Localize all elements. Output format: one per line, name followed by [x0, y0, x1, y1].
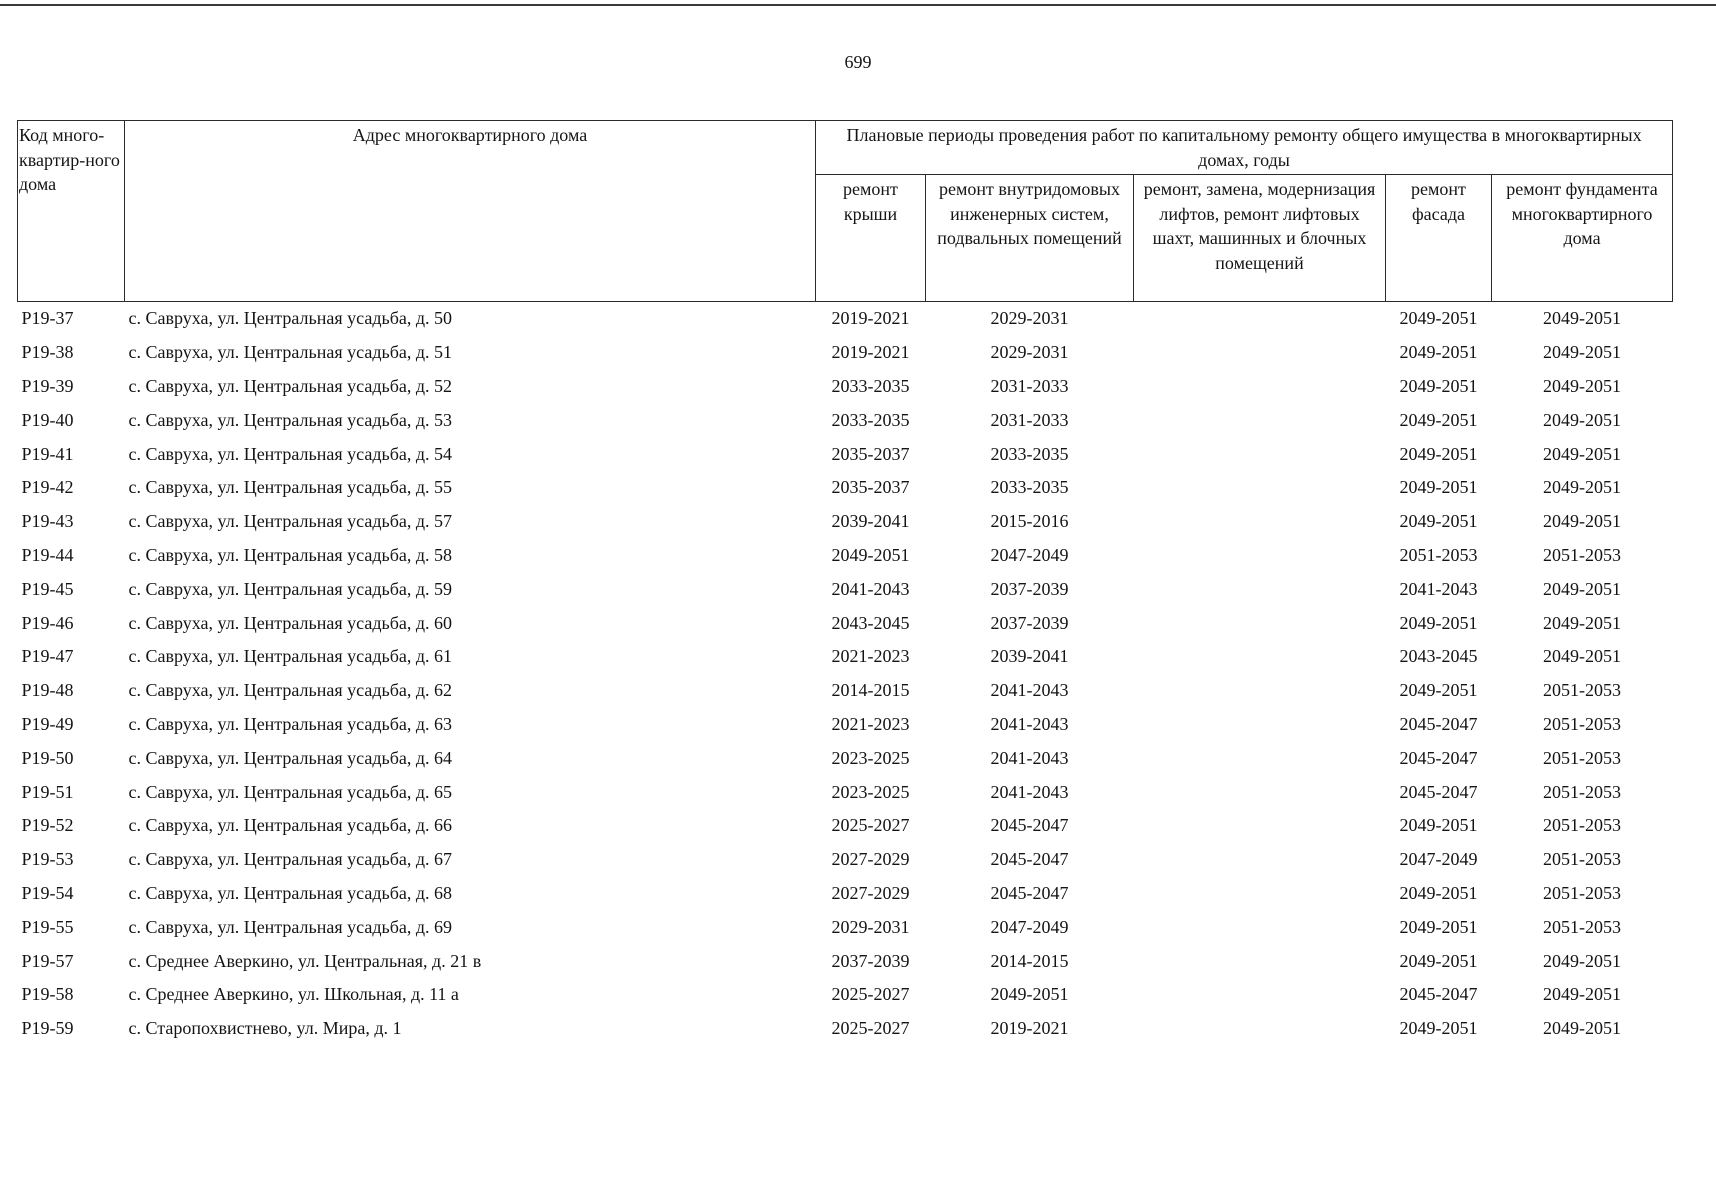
roof-repair-period: 2019-2021 — [831, 308, 910, 329]
roof-repair-period: 2019-2021 — [831, 342, 910, 363]
header-engineering: ремонт внутридомовых инженерных систем, подвальных помещений — [926, 175, 1134, 302]
house-address: с. Савруха, ул. Центральная усадьба, д. 54 — [128, 443, 453, 464]
foundation-repair-period: 2049-2051 — [1543, 342, 1622, 363]
table-row — [18, 809, 1673, 843]
facade-repair-period: 2045-2047 — [1399, 713, 1478, 734]
engineering-repair-period: 2037-2039 — [990, 578, 1069, 599]
facade-repair-period: 2045-2047 — [1399, 747, 1478, 768]
lift-repair-period — [1134, 336, 1386, 370]
engineering-repair-period: 2039-2041 — [990, 646, 1069, 667]
engineering-repair-period: 2041-2043 — [990, 747, 1069, 768]
engineering-repair-period: 2045-2047 — [990, 815, 1069, 836]
engineering-repair-period: 2041-2043 — [990, 713, 1069, 734]
facade-repair-period: 2049-2051 — [1399, 882, 1478, 903]
table-row — [18, 505, 1673, 539]
foundation-repair-period: 2051-2053 — [1543, 781, 1622, 802]
lift-repair-period — [1134, 1012, 1386, 1046]
table-row — [18, 572, 1673, 606]
foundation-repair-period: 2049-2051 — [1543, 477, 1622, 498]
house-code: Р19-50 — [21, 747, 74, 768]
foundation-repair-period: 2049-2051 — [1543, 612, 1622, 633]
engineering-repair-period: 2033-2035 — [990, 443, 1069, 464]
facade-repair-period: 2049-2051 — [1399, 916, 1478, 937]
page-number: 699 — [844, 52, 872, 72]
table-header — [18, 121, 1673, 302]
foundation-repair-period: 2049-2051 — [1543, 578, 1622, 599]
foundation-repair-period: 2049-2051 — [1543, 409, 1622, 430]
roof-repair-period: 2035-2037 — [831, 443, 910, 464]
foundation-repair-period: 2051-2053 — [1543, 815, 1622, 836]
facade-repair-period: 2051-2053 — [1399, 544, 1478, 565]
table-row — [18, 370, 1673, 404]
lift-repair-period — [1134, 978, 1386, 1012]
facade-repair-period: 2047-2049 — [1399, 849, 1478, 870]
table-row — [18, 843, 1673, 877]
facade-repair-period: 2049-2051 — [1399, 342, 1478, 363]
table-row — [18, 539, 1673, 573]
roof-repair-period: 2023-2025 — [831, 747, 910, 768]
engineering-repair-period: 2019-2021 — [990, 1018, 1069, 1039]
house-code: Р19-52 — [21, 815, 74, 836]
engineering-repair-period: 2045-2047 — [990, 849, 1069, 870]
foundation-repair-period: 2051-2053 — [1543, 747, 1622, 768]
roof-repair-period: 2025-2027 — [831, 815, 910, 836]
house-address: с. Савруха, ул. Центральная усадьба, д. 52 — [128, 375, 453, 396]
lift-repair-period — [1134, 809, 1386, 843]
house-code: Р19-57 — [21, 950, 74, 971]
house-code: Р19-49 — [21, 713, 74, 734]
roof-repair-period: 2043-2045 — [831, 612, 910, 633]
roof-repair-period: 2023-2025 — [831, 781, 910, 802]
table-row — [18, 471, 1673, 505]
engineering-repair-period: 2041-2043 — [990, 680, 1069, 701]
lift-repair-period — [1134, 403, 1386, 437]
facade-repair-period: 2049-2051 — [1399, 612, 1478, 633]
roof-repair-period: 2035-2037 — [831, 477, 910, 498]
lift-repair-period — [1134, 572, 1386, 606]
house-address: с. Савруха, ул. Центральная усадьба, д. 69 — [128, 916, 453, 937]
roof-repair-period: 2033-2035 — [831, 375, 910, 396]
house-address: с. Среднее Аверкино, ул. Школьная, д. 11 а — [128, 984, 459, 1005]
lift-repair-period — [1134, 505, 1386, 539]
roof-repair-period: 2025-2027 — [831, 984, 910, 1005]
house-address: с. Савруха, ул. Центральная усадьба, д. 51 — [128, 342, 453, 363]
house-address: с. Савруха, ул. Центральная усадьба, д. 66 — [128, 815, 453, 836]
roof-repair-period: 2014-2015 — [831, 680, 910, 701]
foundation-repair-period: 2049-2051 — [1543, 443, 1622, 464]
table-row — [18, 437, 1673, 471]
house-address: с. Среднее Аверкино, ул. Центральная, д. 21 в — [128, 950, 482, 971]
engineering-repair-period: 2037-2039 — [990, 612, 1069, 633]
house-code: Р19-47 — [21, 646, 74, 667]
house-address: с. Савруха, ул. Центральная усадьба, д. 58 — [128, 544, 453, 565]
roof-repair-period: 2021-2023 — [831, 646, 910, 667]
engineering-repair-period: 2031-2033 — [990, 375, 1069, 396]
roof-repair-period: 2033-2035 — [831, 409, 910, 430]
roof-repair-period: 2029-2031 — [831, 916, 910, 937]
table-row — [18, 910, 1673, 944]
house-code: Р19-44 — [21, 544, 74, 565]
house-code: Р19-54 — [21, 882, 74, 903]
foundation-repair-period: 2049-2051 — [1543, 1018, 1622, 1039]
engineering-repair-period: 2041-2043 — [990, 781, 1069, 802]
lift-repair-period — [1134, 708, 1386, 742]
header-address: Адрес многоквартирного дома — [125, 121, 816, 302]
house-code: Р19-58 — [21, 984, 74, 1005]
table-row — [18, 302, 1673, 336]
house-address: с. Савруха, ул. Центральная усадьба, д. 65 — [128, 781, 453, 802]
table-row — [18, 336, 1673, 370]
foundation-repair-period: 2049-2051 — [1543, 308, 1622, 329]
foundation-repair-period: 2051-2053 — [1543, 544, 1622, 565]
foundation-repair-period: 2049-2051 — [1543, 646, 1622, 667]
house-address: с. Савруха, ул. Центральная усадьба, д. 64 — [128, 747, 453, 768]
header-planned-periods: Плановые периоды проведения работ по капитальному ремонту общего имущества в многоквартирных домах, годы — [816, 121, 1673, 175]
lift-repair-period — [1134, 539, 1386, 573]
engineering-repair-period: 2031-2033 — [990, 409, 1069, 430]
roof-repair-period: 2039-2041 — [831, 511, 910, 532]
facade-repair-period: 2043-2045 — [1399, 646, 1478, 667]
foundation-repair-period: 2049-2051 — [1543, 950, 1622, 971]
table-row — [18, 978, 1673, 1012]
house-address: с. Савруха, ул. Центральная усадьба, д. 61 — [128, 646, 453, 667]
facade-repair-period: 2049-2051 — [1399, 308, 1478, 329]
lift-repair-period — [1134, 640, 1386, 674]
lift-repair-period — [1134, 910, 1386, 944]
table-row — [18, 1012, 1673, 1046]
roof-repair-period: 2049-2051 — [831, 544, 910, 565]
house-address: с. Савруха, ул. Центральная усадьба, д. 62 — [128, 680, 453, 701]
table-body — [18, 302, 1673, 1046]
foundation-repair-period: 2051-2053 — [1543, 849, 1622, 870]
lift-repair-period — [1134, 944, 1386, 978]
lift-repair-period — [1134, 877, 1386, 911]
foundation-repair-period: 2051-2053 — [1543, 882, 1622, 903]
header-lifts: ремонт, замена, модернизация лифтов, ремонт лифтовых шахт, машинных и блочных помещений — [1134, 175, 1386, 302]
foundation-repair-period: 2049-2051 — [1543, 984, 1622, 1005]
house-code: Р19-42 — [21, 477, 74, 498]
foundation-repair-period: 2049-2051 — [1543, 375, 1622, 396]
engineering-repair-period: 2029-2031 — [990, 342, 1069, 363]
engineering-repair-period: 2047-2049 — [990, 916, 1069, 937]
lift-repair-period — [1134, 843, 1386, 877]
house-code: Р19-39 — [21, 375, 74, 396]
lift-repair-period — [1134, 302, 1386, 336]
foundation-repair-period: 2049-2051 — [1543, 511, 1622, 532]
table-row — [18, 708, 1673, 742]
foundation-repair-period: 2051-2053 — [1543, 680, 1622, 701]
table-row — [18, 403, 1673, 437]
lift-repair-period — [1134, 741, 1386, 775]
facade-repair-period: 2049-2051 — [1399, 680, 1478, 701]
facade-repair-period: 2049-2051 — [1399, 1018, 1478, 1039]
house-address: с. Савруха, ул. Центральная усадьба, д. 57 — [128, 511, 453, 532]
engineering-repair-period: 2047-2049 — [990, 544, 1069, 565]
engineering-repair-period: 2015-2016 — [990, 511, 1069, 532]
facade-repair-period: 2049-2051 — [1399, 477, 1478, 498]
lift-repair-period — [1134, 370, 1386, 404]
header-roof: ремонт крыши — [816, 175, 926, 302]
header-foundation: ремонт фундамента многоквартирного дома — [1492, 175, 1673, 302]
house-code: Р19-40 — [21, 409, 74, 430]
house-address: с. Старопохвистнево, ул. Мира, д. 1 — [128, 1018, 402, 1039]
engineering-repair-period: 2029-2031 — [990, 308, 1069, 329]
lift-repair-period — [1134, 674, 1386, 708]
top-rule — [0, 4, 1716, 6]
facade-repair-period: 2049-2051 — [1399, 815, 1478, 836]
roof-repair-period: 2027-2029 — [831, 849, 910, 870]
table-row — [18, 877, 1673, 911]
house-code: Р19-46 — [21, 612, 74, 633]
table-row — [18, 775, 1673, 809]
engineering-repair-period: 2049-2051 — [990, 984, 1069, 1005]
facade-repair-period: 2049-2051 — [1399, 950, 1478, 971]
table-row — [18, 741, 1673, 775]
house-address: с. Савруха, ул. Центральная усадьба, д. 67 — [128, 849, 453, 870]
house-address: с. Савруха, ул. Центральная усадьба, д. 59 — [128, 578, 453, 599]
facade-repair-period: 2049-2051 — [1399, 443, 1478, 464]
facade-repair-period: 2045-2047 — [1399, 781, 1478, 802]
roof-repair-period: 2025-2027 — [831, 1018, 910, 1039]
facade-repair-period: 2049-2051 — [1399, 375, 1478, 396]
house-address: с. Савруха, ул. Центральная усадьба, д. 50 — [128, 308, 453, 329]
header-code: Код много-квартир-ного дома — [18, 121, 125, 302]
house-code: Р19-59 — [21, 1018, 74, 1039]
repair-schedule-table — [17, 120, 1673, 1046]
header-facade: ремонт фасада — [1386, 175, 1492, 302]
house-address: с. Савруха, ул. Центральная усадьба, д. 53 — [128, 409, 453, 430]
roof-repair-period: 2037-2039 — [831, 950, 910, 971]
foundation-repair-period: 2051-2053 — [1543, 713, 1622, 734]
foundation-repair-period: 2051-2053 — [1543, 916, 1622, 937]
facade-repair-period: 2049-2051 — [1399, 511, 1478, 532]
house-address: с. Савруха, ул. Центральная усадьба, д. 68 — [128, 882, 453, 903]
table-row — [18, 640, 1673, 674]
facade-repair-period: 2049-2051 — [1399, 409, 1478, 430]
house-address: с. Савруха, ул. Центральная усадьба, д. 55 — [128, 477, 453, 498]
house-code: Р19-53 — [21, 849, 74, 870]
table-row — [18, 944, 1673, 978]
table-row — [18, 674, 1673, 708]
house-code: Р19-51 — [21, 781, 74, 802]
house-code: Р19-43 — [21, 511, 74, 532]
house-code: Р19-48 — [21, 680, 74, 701]
roof-repair-period: 2041-2043 — [831, 578, 910, 599]
house-code: Р19-37 — [21, 308, 74, 329]
house-code: Р19-41 — [21, 443, 74, 464]
house-code: Р19-45 — [21, 578, 74, 599]
engineering-repair-period: 2014-2015 — [990, 950, 1069, 971]
roof-repair-period: 2027-2029 — [831, 882, 910, 903]
house-code: Р19-38 — [21, 342, 74, 363]
house-code: Р19-55 — [21, 916, 74, 937]
facade-repair-period: 2041-2043 — [1399, 578, 1478, 599]
house-address: с. Савруха, ул. Центральная усадьба, д. 60 — [128, 612, 453, 633]
lift-repair-period — [1134, 437, 1386, 471]
lift-repair-period — [1134, 606, 1386, 640]
lift-repair-period — [1134, 775, 1386, 809]
engineering-repair-period: 2045-2047 — [990, 882, 1069, 903]
engineering-repair-period: 2033-2035 — [990, 477, 1069, 498]
facade-repair-period: 2045-2047 — [1399, 984, 1478, 1005]
table-row — [18, 606, 1673, 640]
lift-repair-period — [1134, 471, 1386, 505]
house-address: с. Савруха, ул. Центральная усадьба, д. 63 — [128, 713, 453, 734]
roof-repair-period: 2021-2023 — [831, 713, 910, 734]
